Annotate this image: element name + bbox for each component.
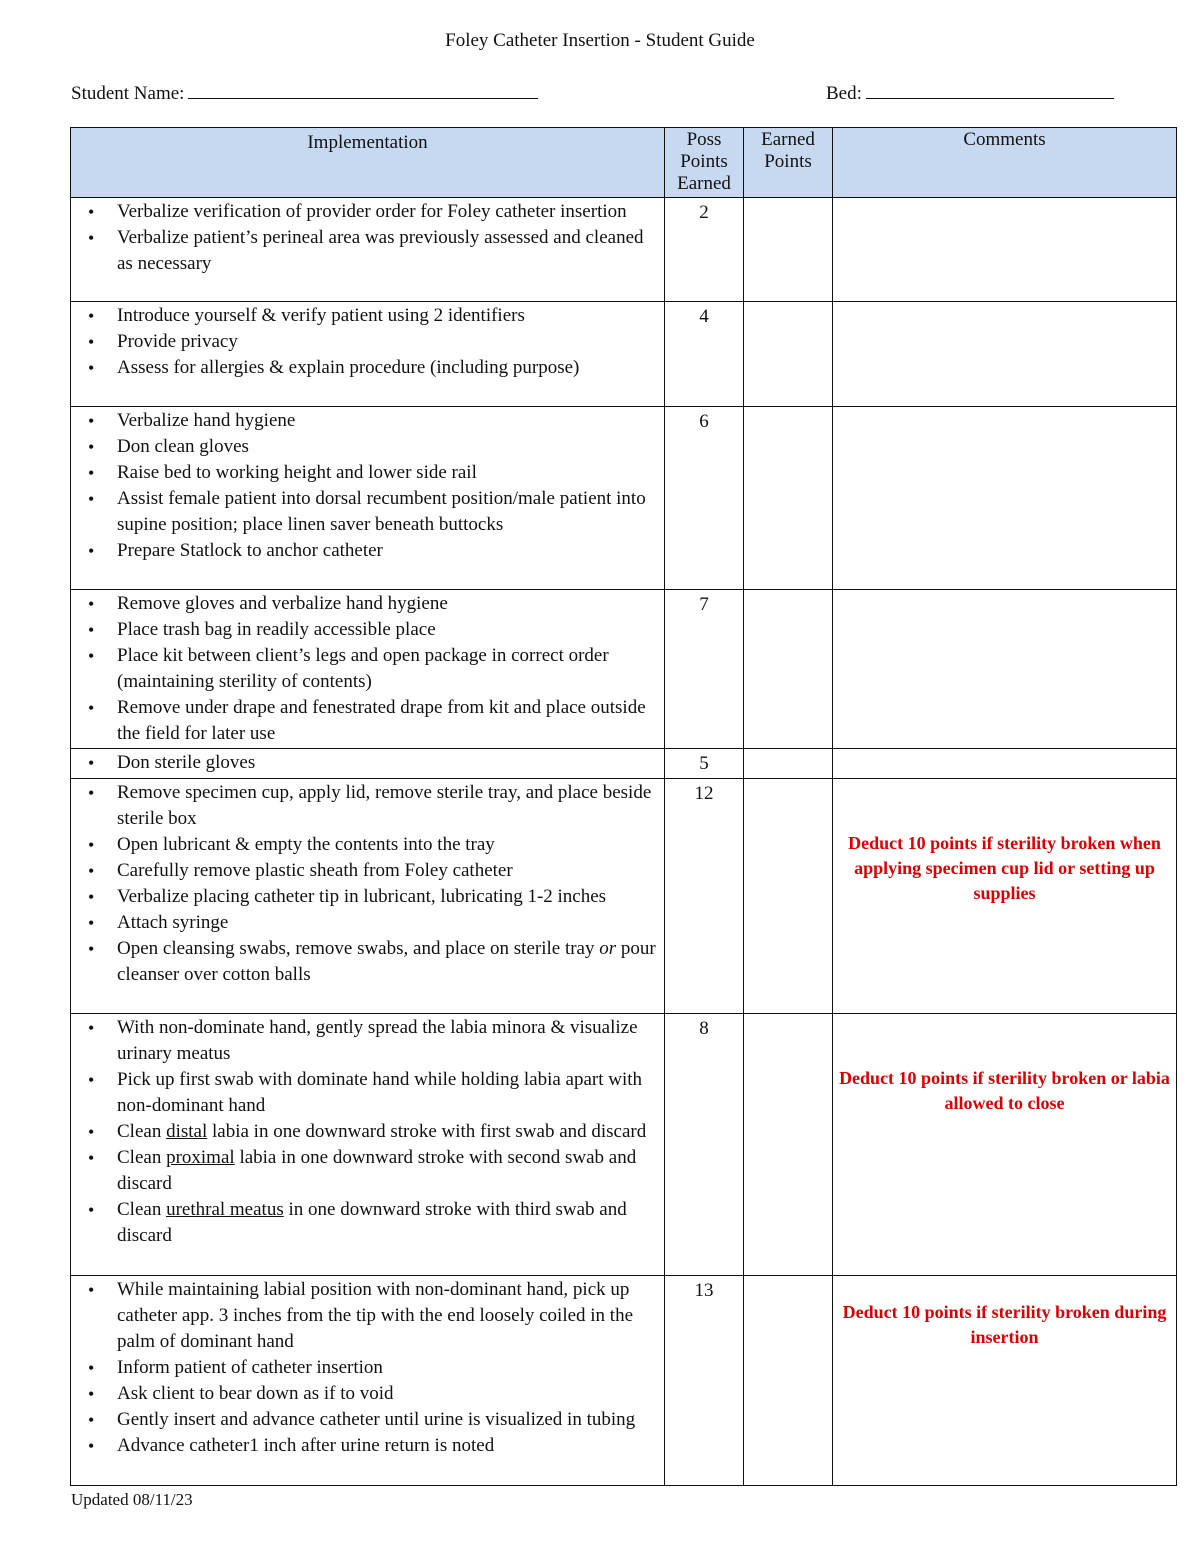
student-name-line (71, 80, 538, 105)
step-item: • Verbalize verification of provider order for Foley catheter insertion (77, 199, 658, 225)
step-item: • Place kit between client’s legs and open package in correct order (maintaining sterility of contents) (77, 643, 658, 695)
poss-points-cell: 6 (665, 407, 744, 590)
implementation-cell (71, 590, 665, 749)
updated-date-footer: Updated 08/11/23 (71, 1490, 193, 1509)
earned-points-cell[interactable] (744, 407, 833, 590)
deduction-note: Deduct 10 points if sterility broken during insertion (842, 1302, 1167, 1347)
comments-header: Comments (833, 128, 1177, 198)
poss-points-cell: 4 (665, 302, 744, 407)
table-row (71, 1014, 1177, 1276)
comment-cell[interactable] (833, 302, 1177, 407)
comment-cell[interactable] (833, 1276, 1177, 1486)
bed-label: Bed: (826, 83, 862, 104)
implementation-cell (71, 749, 665, 779)
step-item: • Prepare Statlock to anchor catheter (77, 538, 658, 564)
implementation-cell (71, 779, 665, 1014)
document-title: Foley Catheter Insertion - Student Guide (445, 30, 755, 51)
comment-cell[interactable] (833, 1014, 1177, 1276)
step-item: • Verbalize hand hygiene (77, 408, 658, 434)
step-item: • Remove specimen cup, apply lid, remove sterile tray, and place beside sterile box (77, 780, 658, 832)
comment-cell[interactable] (833, 198, 1177, 302)
poss-points-header: Poss Points Earned (665, 128, 744, 198)
emphasis-text: or (599, 938, 617, 959)
poss-points-cell: 12 (665, 779, 744, 1014)
step-item: • Open lubricant & empty the contents into the tray (77, 832, 658, 858)
step-item: • Open cleansing swabs, remove swabs, and place on sterile tray or pour cleanser over cotton balls (77, 936, 658, 988)
poss-points-cell: 5 (665, 749, 744, 779)
implementation-cell (71, 1276, 665, 1486)
table-row (71, 590, 1177, 749)
implementation-cell (71, 407, 665, 590)
step-item: • Clean urethral meatus in one downward stroke with third swab and discard (77, 1197, 658, 1249)
earned-points-cell[interactable] (744, 779, 833, 1014)
step-item: • Carefully remove plastic sheath from Foley catheter (77, 858, 658, 884)
implementation-cell (71, 1014, 665, 1276)
comment-cell[interactable] (833, 749, 1177, 779)
step-item: • Don sterile gloves (77, 750, 658, 776)
step-item: • With non-dominate hand, gently spread the labia minora & visualize urinary meatus (77, 1015, 658, 1067)
earned-points-cell[interactable] (744, 1276, 833, 1486)
poss-points-cell: 8 (665, 1014, 744, 1276)
earned-points-cell[interactable] (744, 198, 833, 302)
comment-cell[interactable] (833, 590, 1177, 749)
step-item: • Inform patient of catheter insertion (77, 1355, 658, 1381)
header-row (71, 128, 1177, 198)
step-item: • Assist female patient into dorsal recumbent position/male patient into supine position; place linen saver beneath buttocks (77, 486, 658, 538)
step-item: • Raise bed to working height and lower side rail (77, 460, 658, 486)
underlined-text: urethral meatus (166, 1199, 284, 1220)
step-item: • Attach syringe (77, 910, 658, 936)
bed-blank (866, 80, 1114, 99)
earned-points-cell[interactable] (744, 749, 833, 779)
bed-line (826, 80, 1114, 105)
step-item: • Ask client to bear down as if to void (77, 1381, 658, 1407)
table-row (71, 198, 1177, 302)
step-item: • Clean proximal labia in one downward stroke with second swab and discard (77, 1145, 658, 1197)
step-item: • Don clean gloves (77, 434, 658, 460)
step-item: • Pick up first swab with dominate hand while holding labia apart with non-dominant hand (77, 1067, 658, 1119)
table-row (71, 779, 1177, 1014)
step-item: • Gently insert and advance catheter until urine is visualized in tubing (77, 1407, 658, 1433)
comment-cell[interactable] (833, 779, 1177, 1014)
step-item: • Advance catheter1 inch after urine return is noted (77, 1433, 658, 1459)
step-item: • Verbalize placing catheter tip in lubricant, lubricating 1-2 inches (77, 884, 658, 910)
student-name-label: Student Name: (71, 83, 185, 104)
rubric-table (70, 127, 1177, 1486)
earned-points-header: Earned Points (744, 128, 833, 198)
implementation-header: Implementation (71, 128, 665, 198)
step-item: • Assess for allergies & explain procedure (including purpose) (77, 355, 658, 381)
earned-points-cell[interactable] (744, 1014, 833, 1276)
comment-cell[interactable] (833, 407, 1177, 590)
step-item: • Remove gloves and verbalize hand hygiene (77, 591, 658, 617)
deduction-note: Deduct 10 points if sterility broken when applying specimen cup lid or setting up supplies (848, 833, 1161, 903)
underlined-text: distal (166, 1121, 208, 1142)
underlined-text: proximal (166, 1147, 235, 1168)
poss-points-cell: 13 (665, 1276, 744, 1486)
implementation-cell (71, 198, 665, 302)
table-row (71, 302, 1177, 407)
poss-points-cell: 7 (665, 590, 744, 749)
step-item: • Clean distal labia in one downward stroke with first swab and discard (77, 1119, 658, 1145)
table-row (71, 407, 1177, 590)
earned-points-cell[interactable] (744, 302, 833, 407)
student-name-blank (188, 80, 538, 99)
implementation-cell (71, 302, 665, 407)
table-row (71, 1276, 1177, 1486)
poss-points-cell: 2 (665, 198, 744, 302)
step-item: • Introduce yourself & verify patient using 2 identifiers (77, 303, 658, 329)
step-item: • Provide privacy (77, 329, 658, 355)
earned-points-cell[interactable] (744, 590, 833, 749)
step-item: • Remove under drape and fenestrated drape from kit and place outside the field for later use (77, 695, 658, 747)
step-item: • While maintaining labial position with non-dominant hand, pick up catheter app. 3 inches from the tip with the end loosely coiled in the palm of dominant hand (77, 1277, 658, 1355)
step-item: • Place trash bag in readily accessible place (77, 617, 658, 643)
step-item: • Verbalize patient’s perineal area was previously assessed and cleaned as necessary (77, 225, 658, 277)
table-row (71, 749, 1177, 779)
deduction-note: Deduct 10 points if sterility broken or labia allowed to close (839, 1068, 1170, 1113)
